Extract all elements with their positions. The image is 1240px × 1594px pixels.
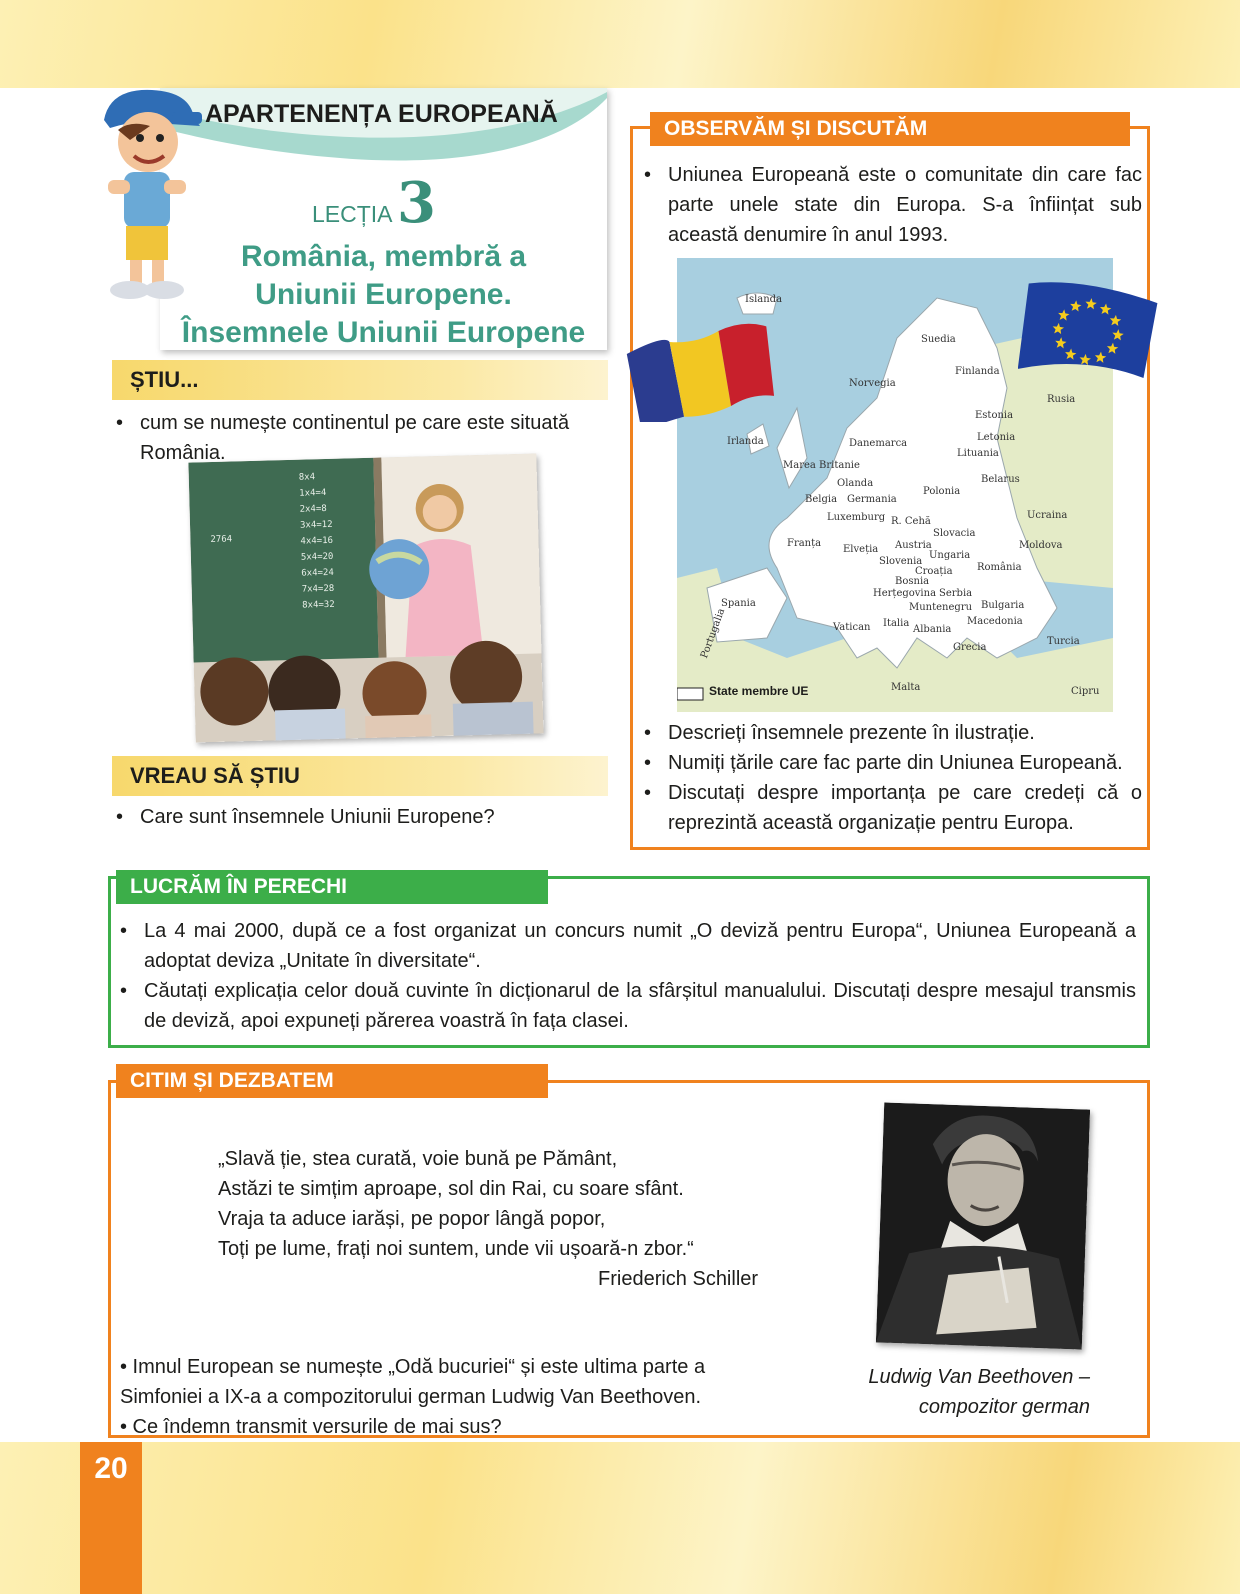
map-country-label: Herțegovina [873,588,937,599]
poem [218,1144,818,1264]
map-country-label: Olanda [837,478,874,489]
list-item: • Care sunt însemnele Uniunii Europene? [112,802,612,832]
list-item: • Descrieți însemnele prezente în ilustrație. [640,718,1142,748]
classroom-image [188,453,543,742]
svg-text:8x4=32: 8x4=32 [302,599,335,611]
top-decorative-band [0,0,1240,88]
caption-line: compozitor german [918,1396,1090,1418]
vreau-heading: VREAU SĂ ȘTIU [112,756,608,796]
map-country-label: Polonia [923,486,961,497]
page-number: 20 [94,1452,128,1485]
lesson-number: 3 [396,170,436,236]
map-country-label: Italia [883,618,910,629]
map-country-label: Albania [913,624,952,635]
map-country-label: Marea Britanie [783,460,860,471]
svg-text:4x4=16: 4x4=16 [300,535,334,547]
map-country-label: Moldova [1019,540,1063,551]
map-country-label: Spania [721,598,756,609]
note-line: • Ce îndemn transmit versurile de mai sus? [120,1416,502,1438]
svg-text:2x4=8: 2x4=8 [299,503,327,515]
poem-line: Vraja ta aduce iarăși, pe popor lângă popor, [218,1208,606,1230]
map-country-label: Bulgaria [981,600,1025,611]
map-country-label: Letonia [977,432,1016,443]
map-country-label: Macedonia [967,616,1023,627]
citim-notes [120,1352,820,1442]
observam-intro-list [640,160,1142,250]
map-country-label: Vatican [833,622,871,633]
unit-title: APARTENENȚA EUROPEANĂ [205,100,558,128]
map-country-label: Norvegia [849,378,896,389]
beethoven-portrait [876,1102,1090,1349]
list-item: • Căutați explicația celor două cuvinte în dicționarul de la sfârșitul manualului. Discutați despre mesajul transmis de deviză, apoi expuneți părerea voastră în fața clasei. [116,976,1136,1036]
map-country-label: Bosnia [895,576,930,587]
map-country-label: Lituania [957,448,999,459]
map-country-label: Franța [787,538,822,549]
poem-line: Toți pe lume, frați noi suntem, unde vii ușoară-n zbor.“ [218,1238,694,1260]
svg-text:5x4=20: 5x4=20 [300,551,334,563]
vreau-list [112,802,612,832]
map-country-label: Malta [891,682,921,693]
map-country-label: Finlanda [955,366,1000,377]
map-country-label: Slovenia [879,556,923,567]
map-country-label: Grecia [953,642,987,653]
svg-text:1x4=4: 1x4=4 [299,488,327,499]
classroom-photo [188,453,543,742]
map-country-label: Cipru [1071,686,1100,697]
lesson-title [160,238,607,352]
map-country-label: Rusia [1047,394,1076,405]
map-country-label: Danemarca [849,438,908,449]
list-item: • Numiți țările care fac parte din Uniunea Europeană. [640,748,1142,778]
map-country-label: Slovacia [933,528,976,539]
cartoon-boy-illustration [90,80,210,310]
map-country-label: Luxemburg [827,512,886,523]
svg-text:8x4: 8x4 [298,472,316,483]
map-country-label: Ungaria [929,550,971,561]
lesson-label-group [312,170,436,236]
list-item: • Discutați despre importanța pe care credeți că o reprezintă această organizație pentru Europa. [640,778,1142,838]
beethoven-portrait-image [876,1102,1090,1349]
map-country-label: Serbia [939,588,973,599]
note-line: • Imnul European se numește „Odă bucuriei“ și este ultima parte a [120,1356,706,1378]
map-country-label: R. Cehă [891,516,931,527]
observam-questions [640,718,1142,838]
perechi-list [116,916,1136,1036]
caption-line: Ludwig Van Beethoven – [868,1366,1090,1388]
poem-line: „Slavă ție, stea curată, voie bună pe Pământ, [218,1148,618,1170]
perechi-heading: LUCRĂM ÎN PERECHI [116,870,548,904]
map-country-label: Estonia [975,410,1014,421]
map-country-label: Portugalia [699,607,728,660]
map-country-label: Belgia [805,494,838,505]
portrait-caption [820,1362,1090,1422]
svg-text:7x4=28: 7x4=28 [301,583,335,595]
romania-flag [620,322,782,422]
svg-text:3x4=12: 3x4=12 [299,519,333,531]
map-country-label: România [977,562,1022,573]
map-country-label: Croația [915,566,953,577]
list-item: • La 4 mai 2000, după ce a fost organizat un concurs numit „O deviză pentru Europa“, Uniunea Europeană a adoptat deviza „Unitate în diversitate“. [116,916,1136,976]
list-item: • cum se numește continentul pe care este situată România. [112,408,612,468]
citim-heading: CITIM ȘI DEZBATEM [116,1064,548,1098]
map-legend: State membre UE [709,684,809,698]
lesson-title-line: Însemnele Uniunii Europene [181,316,586,349]
stiu-heading: ȘTIU... [112,360,608,400]
map-country-label: Irlanda [727,436,764,447]
svg-text:6x4=24: 6x4=24 [301,567,334,579]
svg-text:2764: 2764 [210,534,233,546]
map-country-label: Islanda [745,294,783,305]
map-country-label: Suedia [921,334,956,345]
map-country-label: Belarus [981,474,1020,485]
lesson-label: LECȚIA [312,201,393,227]
map-country-label: Austria [895,540,932,551]
bottom-decorative-band [0,1442,1240,1594]
note-line: Simfoniei a IX-a a compozitorului german Ludwig Van Beethoven. [120,1386,702,1408]
observam-heading: OBSERVĂM ȘI DISCUTĂM [650,112,1130,146]
map-country-label: Germania [847,494,897,505]
list-item: • Uniunea Europeană este o comunitate din care fac parte unele state din Europa. S-a înființat sub această denumire în anul 1993. [640,160,1142,250]
poem-author: Friederich Schiller [598,1268,759,1290]
poem-line: Astăzi te simțim aproape, sol din Rai, cu soare sfânt. [218,1178,684,1200]
map-country-label: Elveția [843,544,879,555]
european-union-flag [1018,282,1160,382]
map-country-label: Muntenegru [909,602,973,613]
map-country-label: Turcia [1047,636,1080,647]
lesson-title-line: Uniunii Europene. [255,278,512,311]
map-country-label: Ucraina [1027,510,1068,521]
lesson-title-line: România, membră a [240,240,527,273]
